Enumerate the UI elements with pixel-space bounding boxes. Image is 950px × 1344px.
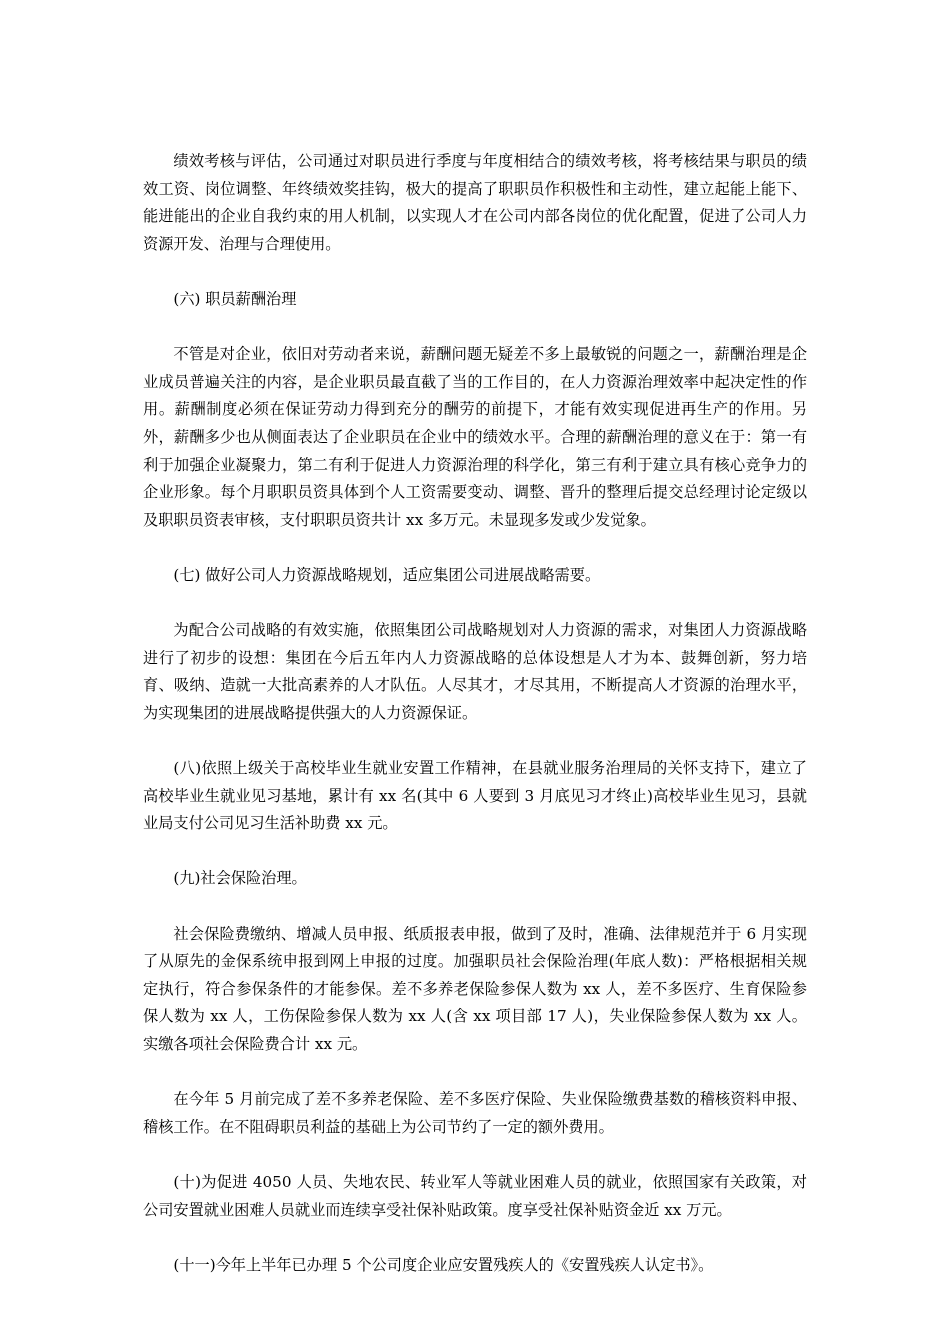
heading-hr-strategy: (七) 做好公司人力资源战略规划，适应集团公司进展战略需要。 xyxy=(173,565,601,584)
paragraph-salary-management: 不管是对企业，依旧对劳动者来说，薪酬问题无疑差不多上最敏锐的问题之一，薪酬治理是企业成员普遍关注的内容，是企业职员最直截了当的工作目的，在人力资源治理效率中起决定性的作用。薪酬制度必须在保证劳动力得到充分的酬劳的前提下，才能有效实现促进再生产的作用。另外，薪酬多少也从侧面表达了企业职员在企业中的绩效水平。合理的薪酬治理的意义在于：第一有利于加强企业凝聚力，第二有利于促进人力资源治理的科学化，第三有利于建立具有核心竞争力的企业形象。每个月职职员资具体到个人工资需要变动、调整、晋升的整理后提交总经理讨论定级以及职职员资表审核，支付职职员资共计 xx 多万元。未显现多发或少发觉象。 xyxy=(143,345,807,529)
heading-salary-management: (六) 职员薪酬治理 xyxy=(173,289,297,308)
paragraph-employment-subsidy: (十)为促进 4050 人员、失地农民、转业军人等就业困难人员的就业，依照国家有关政策，对公司安置就业困难人员就业而连续享受社保补贴政策。度享受社保补贴资金近 xx 万元。 xyxy=(143,1172,807,1219)
paragraph-social-insurance: 社会保险费缴纳、增减人员申报、纸质报表申报，做到了及时，准确、法律规范并于 6 月实现了从原先的金保系统申报到网上申报的过度。加强职员社会保险治理(年底人数)：严格根据相关规定执行，符合参保条件的才能参保。差不多养老保险参保人数为 xx 人，差不多医疗、生育保险参保人数为 xx 人，工伤保险参保人数为 xx 人(含 xx 项目部 17 人)，失业保险参保人数为 xx 人。实缴各项社会保险费合计 xx 元。 xyxy=(143,924,807,1053)
paragraph-hr-strategy: 为配合公司战略的有效实施，依照集团公司战略规划对人力资源的需求，对集团人力资源战略进行了初步的设想：集团在今后五年内人力资源战略的总体设想是人才为本、鼓舞创新，努力培育、吸纳、造就一大批高素养的人才队伍。人尽其才，才尽其用，不断提高人才资源的治理水平，为实现集团的进展战略提供强大的人力资源保证。 xyxy=(143,621,807,722)
heading-social-insurance: (九)社会保险治理。 xyxy=(173,869,307,888)
paragraph-performance-appraisal: 绩效考核与评估，公司通过对职员进行季度与年度相结合的绩效考核，将考核结果与职员的绩效工资、岗位调整、年终绩效奖挂钩，极大的提高了职职员作积极性和主动性，建立起能上能下、能进能出的企业自我约束的用人机制，以实现人才在公司内部各岗位的优化配置，促进了公司人力资源开发、治理与合理使用。 xyxy=(143,152,807,253)
paragraph-insurance-audit: 在今年 5 月前完成了差不多养老保险、差不多医疗保险、失业保险缴费基数的稽核资料申报、稽核工作。在不阻碍职员利益的基础上为公司节约了一定的额外费用。 xyxy=(143,1090,807,1136)
paragraph-disabled-placement: (十一)今年上半年已办理 5 个公司度企业应安置残疾人的《安置残疾人认定书》。 xyxy=(173,1255,714,1274)
document-body xyxy=(143,148,807,1307)
paragraph-graduate-internship: (八)依照上级关于高校毕业生就业安置工作精神，在县就业服务治理局的关怀支持下，建立了高校毕业生就业见习基地，累计有 xx 名(其中 6 人要到 3 月底见习才终止)高校毕业生见习，县就业局支付公司见习生活补助费 xx 元。 xyxy=(143,759,807,833)
